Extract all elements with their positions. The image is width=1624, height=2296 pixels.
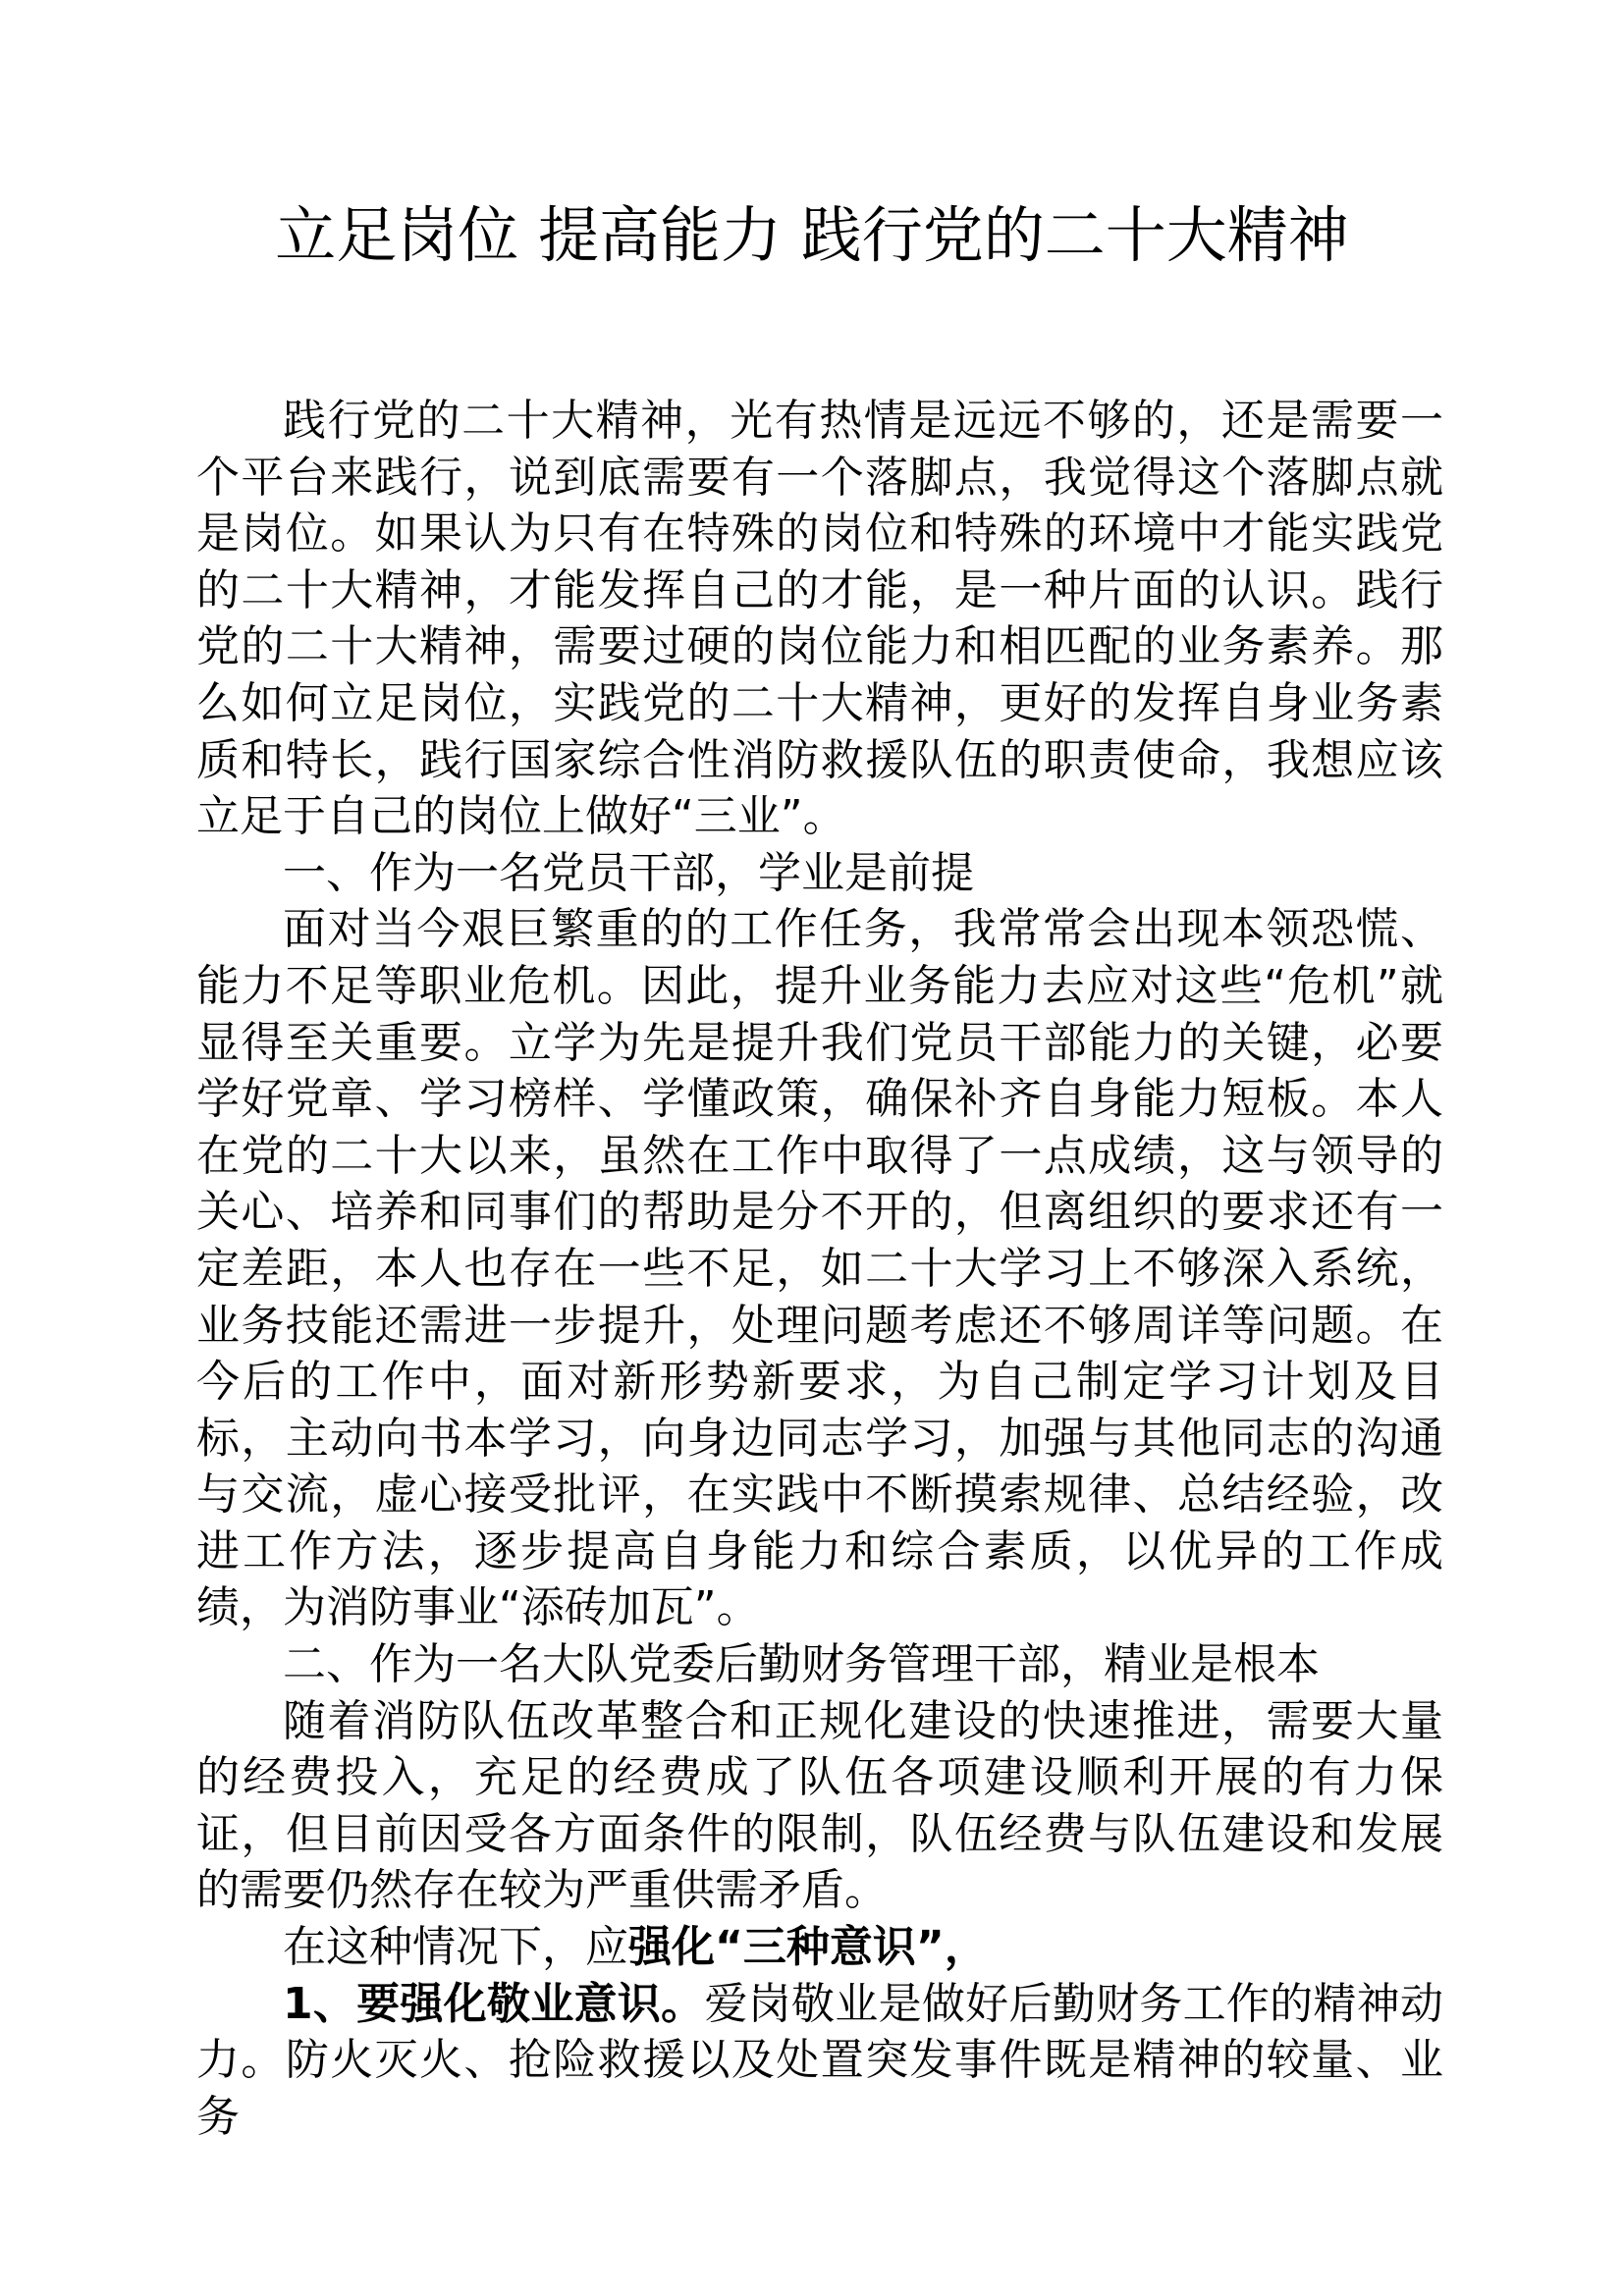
section-heading-2: 二、作为一名大队党委后勤财务管理干部，精业是根本 bbox=[283, 1639, 1320, 1690]
three-awareness-lead: 在这种情况下，应 bbox=[283, 1922, 628, 1973]
paragraph-section-1: 面对当今艰巨繁重的的工作任务，我常常会出现本领恐慌、能力不足等职业危机。因此，提升业务能力去应对这些“危机”就显得至关重要。立学为先是提升我们党员干部能力的关键，必要学好党章、学习榜样、学懂政策，确保补齐自身能力短板。本人在党的二十大以来，虽然在工作中取得了一点成绩，这与领导的关心、培养和同事们的帮助是分不开的，但离组织的要求还有一定差距，本人也存在一些不足，如二十大学习上不够深入系统，业务技能还需进一步提升，处理问题考虑还不够周详等问题。在今后的工作中，面对新形势新要求，为自己制定学习计划及目标，主动向书本学习，向身边同志学习，加强与其他同志的沟通与交流，虚心接受批评，在实践中不断摸索规律、总结经验，改进工作方法，逐步提高自身能力和综合素质，以优异的工作成绩，为消防事业“添砖加瓦”。 bbox=[196, 904, 1443, 1633]
paragraph-point-1 bbox=[196, 1976, 1443, 2146]
document-title: 立足岗位 提高能力 践行党的二十大精神 bbox=[275, 199, 1349, 271]
paragraph-section-2: 随着消防队伍改革整合和正规化建设的快速推进，需要大量的经费投入，充足的经费成了队伍各项建设顺利开展的有力保证，但目前因受各方面条件的限制，队伍经费与队伍建设和发展的需要仍然存在较为严重供需矛盾。 bbox=[196, 1695, 1443, 1916]
point-1-text: 爱岗敬业是做好后勤财务工作的精神动力。防火灭火、抢险救援以及处置突发事件既是精神的较量、业务 bbox=[196, 1978, 1443, 2142]
paragraph-intro: 践行党的二十大精神，光有热情是远远不够的，还是需要一个平台来践行，说到底需要有一个落脚点，我觉得这个落脚点就是岗位。如果认为只有在特殊的岗位和特殊的环境中才能实践党的二十大精神，才能发挥自己的才能，是一种片面的认识。践行党的二十大精神，需要过硬的岗位能力和相匹配的业务素养。那么如何立足岗位，实践党的二十大精神，更好的发挥自身业务素质和特长，践行国家综合性消防救援队伍的职责使命，我想应该立足于自己的岗位上做好“三业”。 bbox=[196, 396, 1443, 842]
paragraph-three-awareness bbox=[196, 1919, 1443, 1976]
document-body bbox=[196, 393, 1443, 2145]
three-awareness-bold: 强化“三种意识”， bbox=[628, 1922, 988, 1973]
point-1-heading: 1、要强化敬业意识。 bbox=[283, 1978, 705, 2029]
section-heading-1: 一、作为一名党员干部，学业是前提 bbox=[283, 847, 974, 898]
